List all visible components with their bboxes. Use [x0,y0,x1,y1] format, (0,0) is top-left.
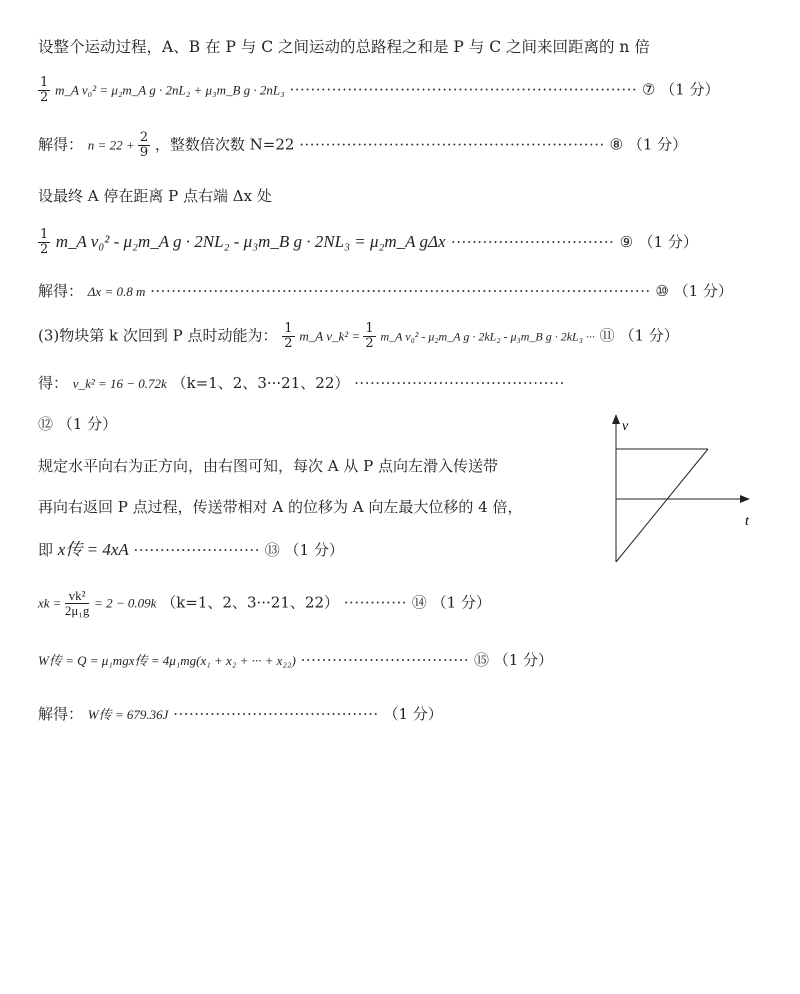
score-label: （1 分） [638,233,698,251]
equation-number-11: ⑪ [599,326,615,345]
equation-12-score [38,414,117,434]
equation-number-10: ⑩ [655,282,669,300]
work-result: W传 = 679.36J [87,707,169,722]
equation-number-14: ⑭ [411,593,427,612]
result-prefix: 得： [38,374,69,392]
equation-9-body: m_A v₀² - μ₂m_A g · 2NL₂ - μ₃m_B g · 2NL₃ = μ₂m_A gΔx [55,232,446,251]
velocity-result [38,373,565,394]
statement-stop-position: 设最终 A 停在距离 P 点右端 Δx 处 [38,187,272,205]
fraction-half: $\frac{1}{2}$ [40,75,49,105]
leader-dots: ······································· [173,705,379,723]
xk-right: = 2 − 0.09k [94,595,157,611]
k-range-text: （k=1、2、3···21、22） [161,593,339,612]
equation-number-13: ⑬ [264,541,280,559]
solve-prefix: 解得： [38,705,84,723]
leader-dots: ······························································································· [150,282,651,300]
score-label: （1 分） [57,415,118,433]
block-velocity-line [616,449,708,562]
leader-dots: ·································································· [289,80,638,99]
final-result [38,704,443,725]
fraction-vk-over-2mu1g: $\frac{\text{vk²}}{\text{2μ₁g}}$ [64,588,90,618]
fraction-half: $\frac{1}{2}$ [40,227,49,257]
v-axis-arrow [612,414,620,424]
k-range-text: （k=1、2、3···21、22） [171,374,350,392]
v-axis-label: v [622,419,629,434]
t-axis-label: t [745,514,749,529]
equation-11-left: m_A v_k² = [299,328,364,344]
leader-dots: ························ [133,541,260,559]
equation-number-9: ⑨ [619,233,634,251]
equation-10-body: Δx = 0.8 m [87,284,146,299]
xk-left: xk = [38,595,65,611]
statement-total-path: 设整个运动过程，A、B 在 P 与 C 之间运动的总路程之和是 P 与 C 之间来回距离的 n 倍 [38,38,650,56]
equation-14 [38,589,491,618]
equation-number-12: ⑫ [38,415,54,433]
equation-number-8: ⑧ [609,135,624,154]
namely-prefix: 即 [38,541,54,559]
fraction-half: $\frac{1}{2}$ [284,321,293,351]
integer-count-text: ，整数倍次数 N=22 [154,135,295,154]
solve-prefix: 解得： [38,282,84,300]
kinetic-energy-text: (3)物块第 k 次回到 P 点时动能为： [38,326,278,345]
equation-number-7: ⑦ [641,80,656,99]
score-label: （1 分） [627,135,688,154]
leader-dots: ································ [300,651,470,669]
score-label: （1 分） [673,282,733,300]
equation-number-15: ⑮ [473,651,489,669]
velocity-time-graph [600,412,760,567]
score-label: （1 分） [284,541,344,559]
equation-8 [38,131,687,160]
leader-dots: ······························· [450,233,615,251]
equation-13-body: x传 = 4xA [57,540,129,559]
statement-direction: 规定水平向右为正方向，由右图可知，每次 A 从 P 点向左滑入传送带 [38,457,499,475]
equation-13 [38,540,344,560]
score-label: （1 分） [383,705,443,723]
solve-prefix: 解得： [38,135,84,154]
statement-relative-displacement: 再向右返回 P 点过程，传送带相对 A 的位移为 A 向左最大位移的 4 倍， [38,498,523,516]
equation-11 [38,322,679,351]
leader-dots: ············ [343,593,407,612]
fraction-half: $\frac{1}{2}$ [365,321,374,351]
equation-10 [38,281,733,302]
score-label: （1 分） [431,593,491,612]
equation-11-right: m_A v₀² - μ₂m_A g · 2kL₂ - μ₃m_B g · 2kL₃ ··· [380,329,595,344]
equation-7-body: m_A v₀² = μ₂m_A g · 2nL₂ + μ₃m_B g · 2nL₃ [55,82,285,98]
score-label: （1 分） [493,651,554,669]
equation-7 [38,76,719,105]
velocity-equation: v_k² = 16 − 0.72k [72,376,167,391]
leader-dots: ········································ [354,374,565,392]
t-axis-arrow [740,495,750,503]
equation-8-body: n = 22 + [87,137,138,153]
equation-9 [38,228,698,257]
fraction-two-ninths: $\frac{2}{9}$ [139,130,149,160]
leader-dots: ·························································· [299,135,605,154]
score-label: （1 分） [619,326,679,345]
equation-15-body: W传 = Q = μ₁mgx传 = 4μ₁mg(x₁ + x₂ + ··· + x₂₂) [38,653,296,668]
score-label: （1 分） [660,80,720,99]
equation-15 [38,650,553,671]
